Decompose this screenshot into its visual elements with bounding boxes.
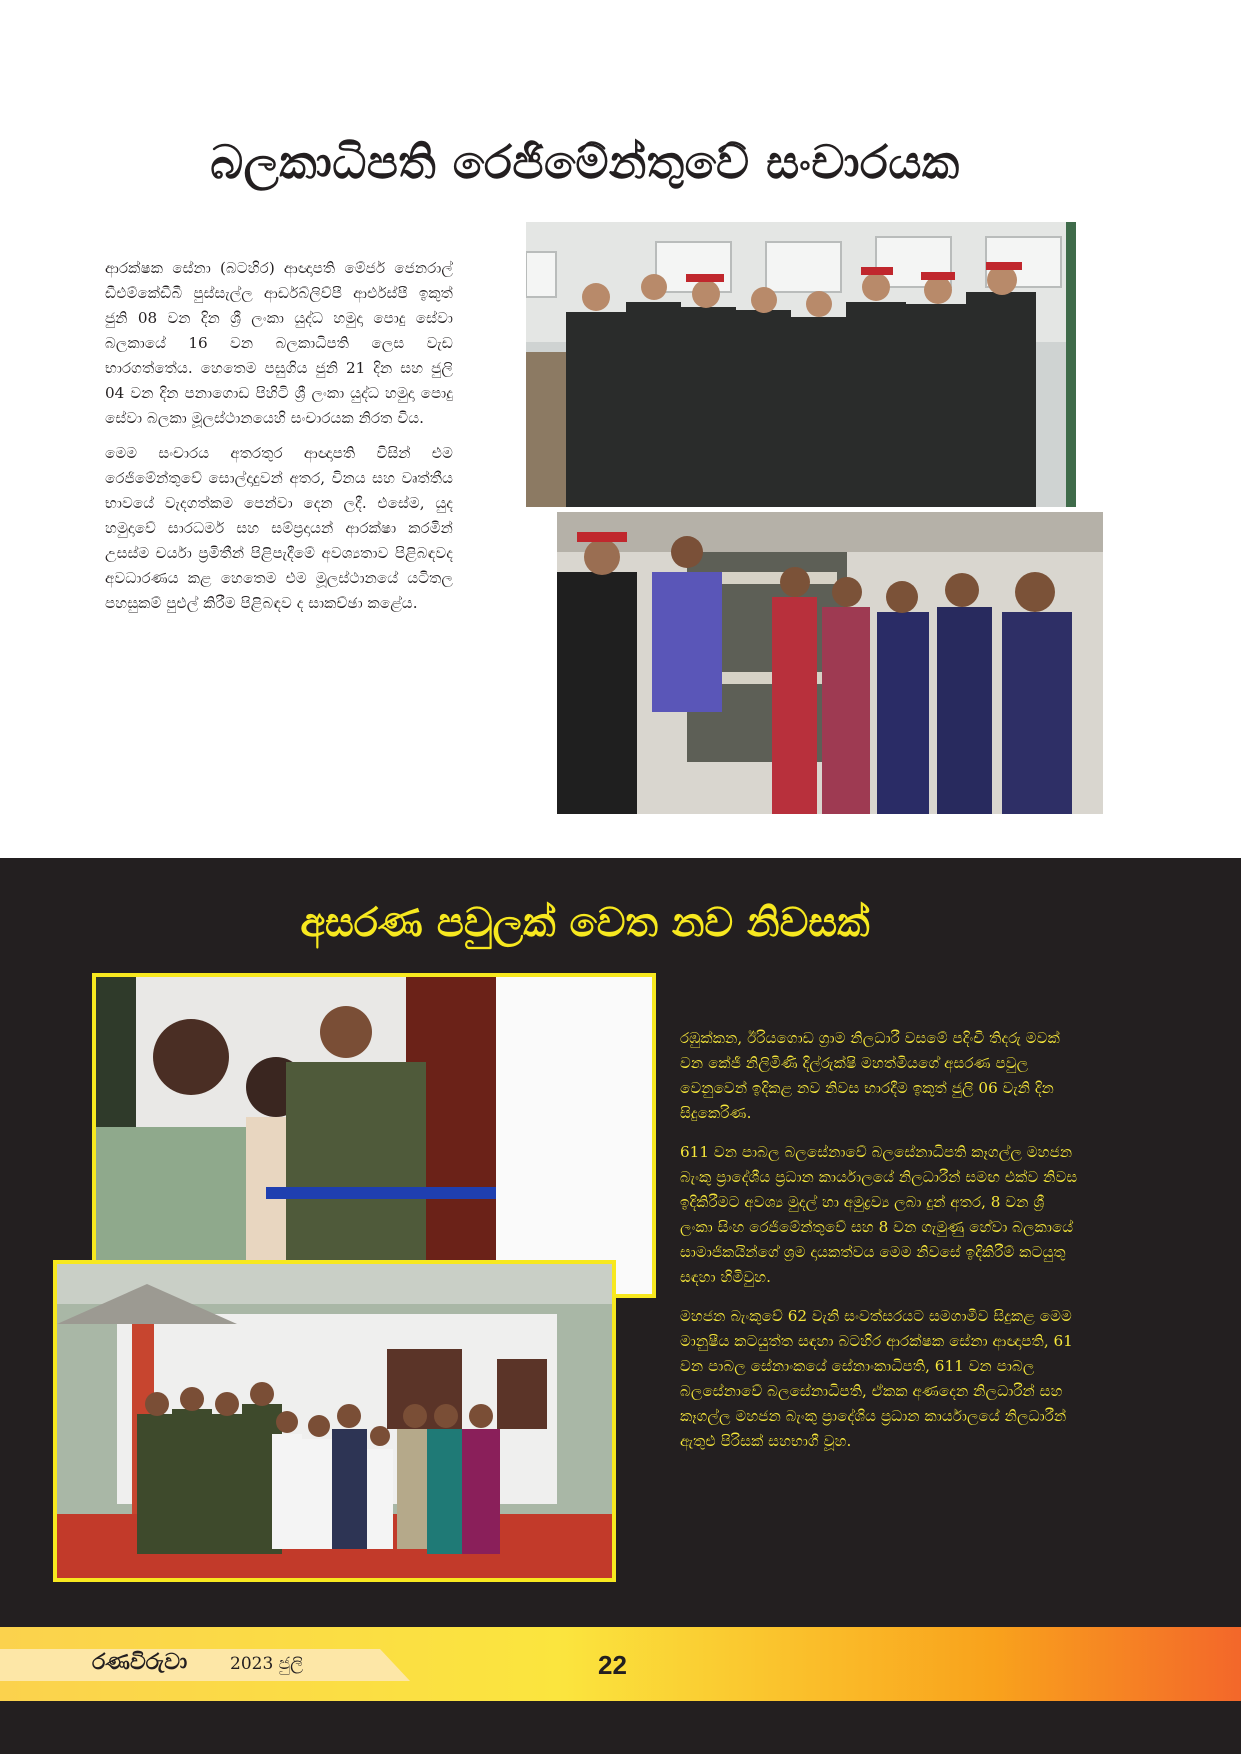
issue-date: 2023 ජුලි — [230, 1654, 304, 1674]
new-house-group-photo — [53, 1260, 616, 1582]
article2-paragraph: මහජන බැංකුවේ 62 වැනි සංවත්සරයට සමගාමීව සිදුකළ මෙම මානුෂීය කටයුත්ත සඳහා බටහිර ආරක්ෂක සේනා ආඥාපති, 61 වන පාබල සේනාංකයේ සේනාංකාධිපති, 611 වන පාබල බලසේනාවේ බලසේනාධිපති, ඒකක අණදෙන නිලධාරීන් සහ කෑගල්ල මහජන බැංකු ප්‍රාදේශිය ප්‍රධාන කාර්යාලයේ නිලධාරීන් ඇතුළු පිරිසක් සහභාගී වූහ. — [680, 1307, 1073, 1450]
footer-tab — [0, 1649, 410, 1681]
barracks-visit-photo — [557, 512, 1103, 814]
magazine-brand-logo: රණවිරුවා — [92, 1650, 188, 1675]
article1-body — [105, 256, 453, 626]
article1-title: බලකාධිපති රෙජිමේන්තුවේ සංචාරයක — [210, 135, 960, 189]
article2-paragraph: 611 වන පාබල බලසේනාවේ බලසේනාධිපති කෑගල්ල මහජන බැංකු ප්‍රාදේශීය ප්‍රධාන කාර්යාලයේ නිලධාරීන් සමඟ එක්ව නිවස ඉදිකිරීමට අවශ්‍ය මුදල් හා අමුද්‍රව්‍ය ලබා දුන් අතර, 8 වන ශ්‍රී ලංකා සිංහ රෙජිමේන්තුවේ සහ 8 වන ගැමුණු හේවා බලකායේ සාමාජිකයින්ගේ ශ්‍රම දායකත්වය මෙම නිවසේ ඉදිකිරීම් කටයුතු සඳහා හිමිවුහ. — [680, 1143, 1078, 1286]
article1-paragraph: මෙම සංචාරය අතරතුර ආඥාපති විසින් එම රෙජිමේන්තුවේ සොල්දාදුවන් අතර, විනය සහ වෘත්තීය භාවයේ වැදගත්කම පෙන්වා දෙන ලදී. එසේම, යුද හමුදාවේ සාරධර්ම සහ සම්ප්‍රදායන් ආරක්ෂා කරමින් උසස්ම චර්යා ප්‍රමිතීන් පිළිපැදීමේ අවශ්‍යතාව පිළිබඳවද අවධාරණය කළ හෙතෙම එම මූලස්ථානයේ යටිතල පහසුකම් පුළුල් කිරීම පිළිබඳව ද සාකච්ඡා කළේය. — [105, 444, 453, 612]
article2-title: අසරණ පවුලක් වෙත නව නිවසක් — [300, 900, 870, 946]
page-number: 22 — [598, 1650, 627, 1680]
article2-body — [680, 1026, 1080, 1468]
article2-paragraph: රඹුක්කන, ඊරියගොඩ ග්‍රාම නිලධාරී වසමේ පදිංචි තිදරු මවක් වන කේජී නිලිමිණි දිල්රුක්ෂි මහත්මියගේ අසරණ පවුල වෙනුවෙන් ඉදිකළ නව නිවස භාරදීම ඉකුත් ජුලි 06 වැනි දින සිදුකෙරිණ. — [680, 1029, 1060, 1122]
ribbon-cutting-photo — [92, 973, 656, 1298]
officers-inspection-photo — [526, 222, 1076, 507]
article1-paragraph: ආරක්ෂක සේනා (බටහිර) ආඥාපති මේජර් ජෙනරාල් ඩීඑම්කේඩීබී පුස්සැල්ල ආර්ඩබ්ලිව්පී ආර්එස්පී ඉකුත් ජුනි 08 වන දින ශ්‍රී ලංකා යුද්ධ හමුදා පොදු සේවා බලකායේ 16 වන බලකාධිපති ලෙස වැඩ භාරගත්තේය. හෙතෙම පසුගිය ජුනි 21 දින සහ ජුලි 04 වන දින පනාගොඩ පිහිටි ශ්‍රී ලංකා යුද්ධ හමුදා පොදු සේවා බලකා මූලස්ථානයෙහි සංචාරයක නිරත විය. — [105, 259, 453, 427]
